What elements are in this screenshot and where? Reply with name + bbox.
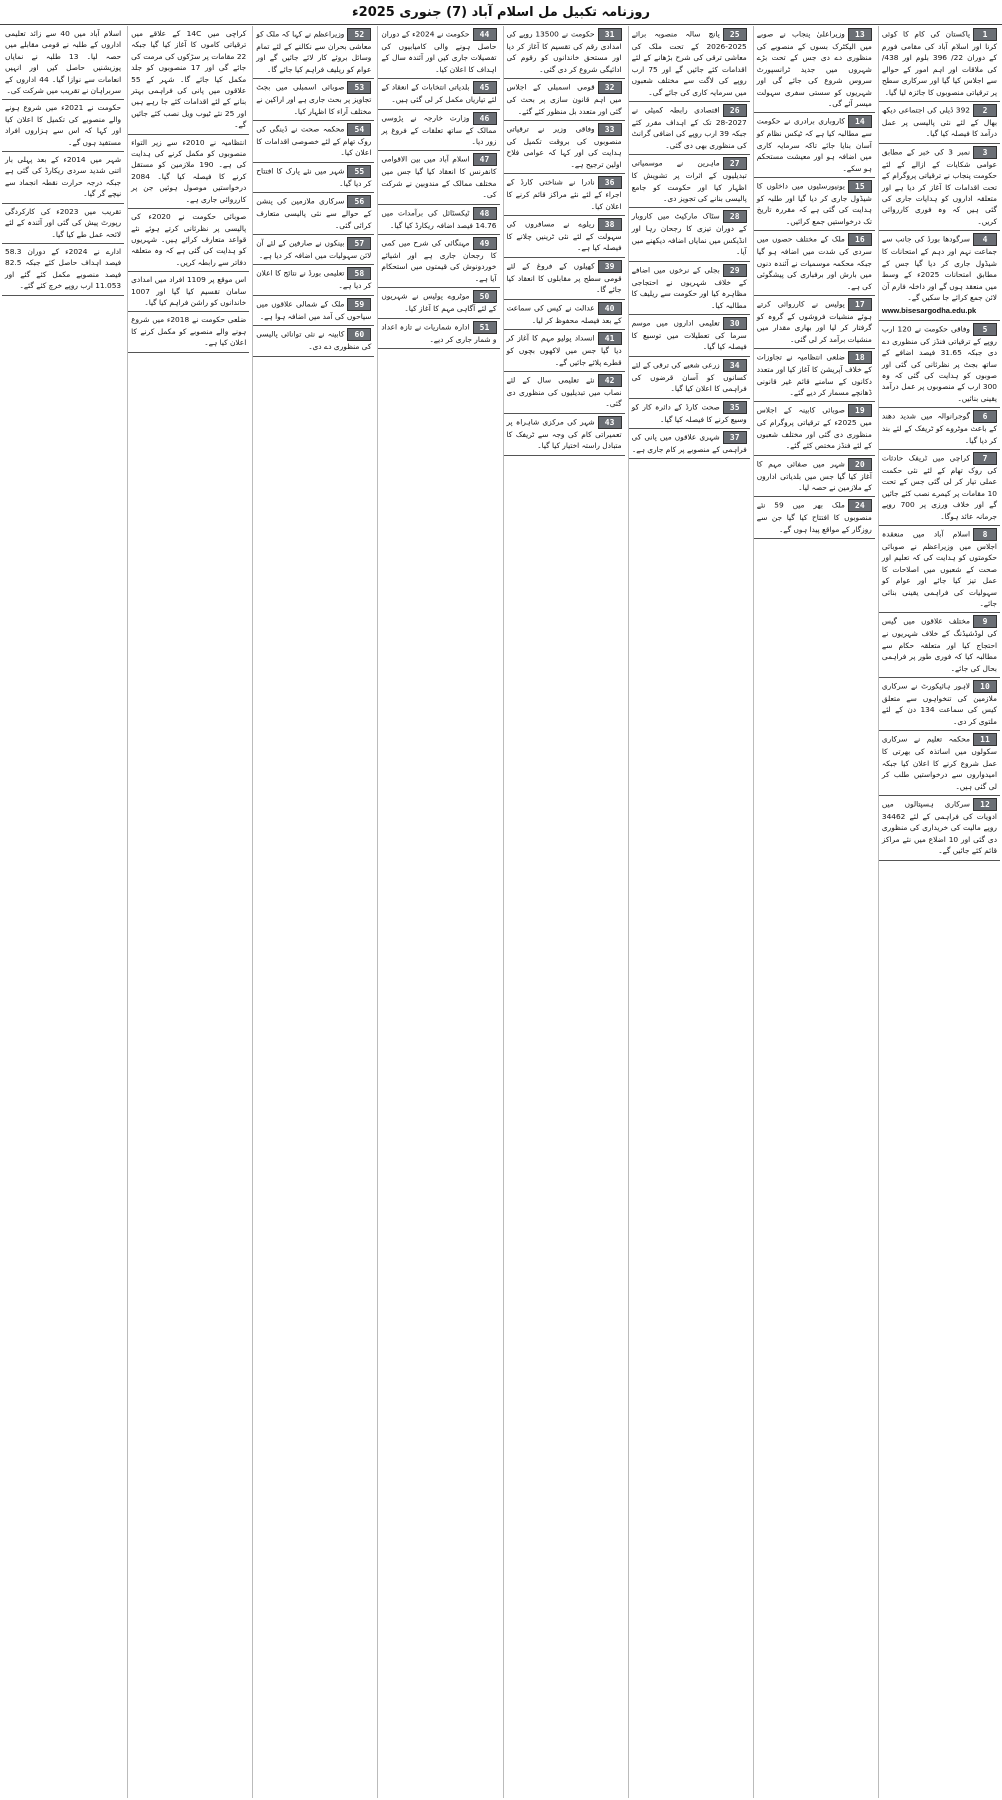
item-number-badge: 44 — [473, 28, 497, 41]
item-number-badge: 57 — [347, 237, 371, 250]
news-item — [378, 288, 499, 318]
item-text: وزیراعلیٰ پنجاب نے صوبے میں الیکٹرک بسوں کے منصوبے کی منظوری دے دی جس کے تحت بڑے شہروں میں جدید ٹرانسپورٹ سروس شروع کی جائے گی اور شہریوں کو سستی سفری سہولت میسر آئے گی۔ — [756, 29, 872, 109]
news-item — [879, 144, 1000, 231]
news-item — [2, 26, 124, 100]
news-item — [879, 613, 1000, 678]
item-text: اسلام آباد میں 40 سے زائد تعلیمی اداروں کے طلبہ نے قومی مقابلے میں حصہ لیا۔ 13 طلبہ نے نمایاں پوزیشنیں حاصل کیں اور انہیں انعامات سے نوازا گیا۔ 44 اداروں کے سربراہان نے تقریب میں شرکت کی۔ — [5, 29, 122, 96]
news-item — [253, 26, 374, 79]
item-number-badge: 30 — [723, 317, 747, 330]
item-text: شہر کی مرکزی شاہراہ پر تعمیراتی کام کی وجہ سے ٹریفک کا متبادل راستہ اختیار کیا گیا۔ — [506, 417, 622, 451]
news-item — [879, 526, 1000, 613]
news-item — [754, 113, 875, 178]
news-item — [754, 349, 875, 402]
item-text: وزیراعظم نے کہا کہ ملک کو معاشی بحران سے نکالنے کے لئے تمام وسائل بروئے کار لائے جائیں گے اور عوام کو ریلیف فراہم کیا جائے گا۔ — [256, 29, 372, 74]
item-text: محکمہ تعلیم نے سرکاری سکولوں میں اساتذہ کی بھرتی کا عمل شروع کرنے کا اعلان کیا جبکہ امیدواروں سے درخواستیں طلب کر لی گئی ہیں۔ — [881, 734, 997, 791]
item-number-badge: 6 — [973, 410, 997, 423]
item-text: نئے تعلیمی سال کے لئے نصاب میں تبدیلیوں کی منظوری دی گئی۔ — [506, 375, 622, 409]
item-text: یونیورسٹیوں میں داخلوں کا شیڈول جاری کر دیا گیا اور طلبہ کو ہدایت کی گئی ہے کہ مقررہ تاریخ تک درخواستیں جمع کرائیں۔ — [756, 181, 872, 226]
item-number-badge: 36 — [598, 176, 622, 189]
news-item — [629, 26, 750, 102]
item-number-badge: 29 — [723, 264, 747, 277]
item-number-badge: 39 — [598, 260, 622, 273]
news-item — [504, 300, 625, 330]
item-number-badge: 55 — [347, 165, 371, 178]
item-text: کھیلوں کے فروغ کے لئے قومی سطح پر مقابلوں کا انعقاد کیا جائے گا۔ — [506, 261, 622, 295]
item-text: حکومت نے 13500 روپے کی امدادی رقم کی تقسیم کا آغاز کر دیا اور مستحق خاندانوں کو رقوم کی ادائیگی شروع کر دی گئی۔ — [506, 29, 622, 74]
news-item — [879, 731, 1000, 796]
item-text: بلدیاتی انتخابات کے انعقاد کے لئے تیاریاں مکمل کر لی گئی ہیں۔ — [381, 82, 497, 105]
item-text: اس موقع پر 1109 افراد میں امدادی سامان تقسیم کیا گیا اور 1007 خاندانوں کو راشن فراہم کیا گیا۔ — [131, 275, 247, 307]
news-item — [2, 152, 124, 204]
news-item — [253, 296, 374, 326]
columns-container — [2, 26, 1000, 1798]
item-text: پانچ سالہ منصوبہ برائے 2025-2026 کے تحت ملک کی معاشی ترقی کی شرح بڑھانے کے لئے اقدامات کئے جائیں گے اور 75 ارب روپے کی لاگت سے مختلف شعبوں میں سرمایہ کاری کی جائے گی۔ — [631, 29, 747, 97]
item-number-badge: 50 — [473, 290, 497, 303]
item-number-badge: 31 — [598, 28, 622, 41]
item-text: شہر میں صفائی مہم کا آغاز کیا گیا جس میں بلدیاتی اداروں کے ملازمین نے حصہ لیا۔ — [756, 459, 872, 492]
item-text: اسلام آباد میں منعقدہ اجلاس میں وزیراعظم نے صوبائی حکومتوں کو ہدایت کی کہ تعلیم اور صحت کے شعبوں میں اصلاحات کا عمل تیز کیا جائے اور عوام کو سہولیات کی فراہمی یقینی بنائی جائے۔ — [881, 529, 997, 609]
item-text: ریلوے نے مسافروں کی سہولت کے لئے نئی ٹرینیں چلانے کا فیصلہ کیا ہے۔ — [506, 219, 622, 253]
item-text: صوبائی اسمبلی میں بجٹ تجاویز پر بحث جاری ہے اور اراکین نے مختلف آراء کا اظہار کیا۔ — [256, 82, 372, 116]
item-text: سرکاری ہسپتالوں میں ادویات کی فراہمی کے لئے 34462 روپے مالیت کی خریداری کی منظوری دی گئی اور 10 اضلاع میں نئے مراکز قائم کئے جائیں گے۔ — [881, 799, 997, 856]
item-text: ملک بھر میں 59 نئے منصوبوں کا افتتاح کیا گیا جن سے روزگار کے مواقع پیدا ہوں گے۔ — [756, 500, 872, 534]
item-text: اسلام آباد میں بین الاقوامی کانفرنس کا انعقاد کیا گیا جس میں مختلف ممالک کے مندوبین نے شرکت کی۔ — [381, 154, 497, 200]
item-number-badge: 17 — [848, 298, 872, 311]
item-number-badge: 10 — [973, 680, 997, 693]
item-text: کابینہ نے نئی توانائی پالیسی کی منظوری دے دی۔ — [256, 329, 372, 352]
item-number-badge: 43 — [598, 416, 622, 429]
item-text: نمبر 3 کی خبر کے مطابق عوامی شکایات کے ازالے کے لئے حکومت پنجاب نے ترقیاتی پروگرام کے تحت اقدامات کا آغاز کر دیا ہے اور متعلقہ اداروں کو ہدایات جاری کی گئی ہیں کہ وہ فوری کارروائی کریں۔ — [881, 147, 997, 226]
news-item — [253, 193, 374, 235]
masthead — [0, 0, 1002, 25]
item-text: تقریب میں 2023ء کی کارکردگی رپورٹ پیش کی گئی اور آئندہ کے لئے لائحہ عمل طے کیا گیا۔ — [5, 206, 122, 239]
news-item — [754, 456, 875, 498]
item-text: ٹیکسٹائل کی برآمدات میں 14.76 فیصد اضافہ ریکارڈ کیا گیا۔ — [381, 208, 497, 230]
news-item — [378, 205, 499, 235]
news-column — [2, 26, 124, 1798]
news-column — [503, 26, 625, 1798]
news-item — [378, 110, 499, 152]
item-text: کراچی میں 14C کے علاقے میں ترقیاتی کاموں کا آغاز کیا گیا جبکہ 22 مقامات پر سڑکوں کی مرمت کی جائے گی اور 17 منصوبوں کو جلد مکمل کیا جائے گا۔ شہر کے 55 علاقوں میں پانی کی فراہمی بہتر بنانے کے لئے اقدامات کئے جا رہے ہیں اور 25 نئے ٹیوب ویل نصب کئے جائیں گے۔ — [131, 29, 247, 130]
item-text: ادارے نے 2024ء کے دوران 58.3 فیصد اہداف حاصل کئے جبکہ 82.5 فیصد منصوبے مکمل کئے گئے اور 11.053 ارب روپے خرچ کئے گئے۔ — [5, 246, 122, 291]
item-number-badge: 33 — [598, 123, 622, 136]
news-column — [878, 26, 1000, 1798]
news-item — [629, 208, 750, 261]
news-item — [504, 26, 625, 79]
item-number-badge: 54 — [347, 123, 371, 136]
item-text: 392 ڈیلی کی اجتماعی دیکھ بھال کے لئے نئی پالیسی پر عمل درآمد کا فیصلہ کیا گیا۔ — [881, 105, 997, 139]
news-item — [378, 26, 499, 79]
news-item — [629, 399, 750, 429]
item-number-badge: 41 — [598, 332, 622, 345]
news-item — [504, 216, 625, 258]
item-number-badge: 20 — [848, 458, 872, 471]
item-text: محکمہ صحت نے ڈینگی کی روک تھام کے لئے خصوصی اقدامات کا اعلان کیا۔ — [256, 124, 372, 158]
item-text: شہر میں 2014ء کے بعد پہلی بار اتنی شدید سردی ریکارڈ کی گئی ہے جبکہ درجہ حرارت نقطہ انجماد سے نیچے گر گیا۔ — [5, 155, 122, 199]
item-number-badge: 2 — [973, 104, 997, 117]
news-column — [753, 26, 875, 1798]
item-number-badge: 7 — [973, 452, 997, 465]
news-item — [629, 155, 750, 208]
news-item — [2, 100, 124, 152]
item-number-badge: 51 — [473, 321, 497, 334]
news-item — [504, 330, 625, 372]
news-item — [253, 326, 374, 356]
item-number-badge: 58 — [347, 267, 371, 280]
news-item — [754, 26, 875, 113]
item-text: ضلعی انتظامیہ نے تجاوزات کے خلاف آپریشن کا آغاز کیا اور متعدد دکانوں کے سامنے قائم غیر قانونی ڈھانچے مسمار کر دیے گئے۔ — [756, 352, 872, 397]
item-text: نادرا نے شناختی کارڈ کے اجراء کے لئے نئے مراکز قائم کرنے کا اعلان کیا۔ — [506, 177, 622, 211]
news-item — [253, 265, 374, 295]
news-item — [629, 102, 750, 155]
news-item — [253, 121, 374, 163]
item-number-badge: 15 — [848, 180, 872, 193]
news-column — [127, 26, 249, 1798]
news-item — [879, 796, 1000, 861]
news-item — [504, 258, 625, 300]
item-number-badge: 32 — [598, 81, 622, 94]
item-text: بجلی کے نرخوں میں اضافے کے خلاف شہریوں نے احتجاجی مظاہرہ کیا اور حکومت سے ریلیف کا مطالبہ کیا۔ — [631, 265, 747, 310]
news-item — [504, 414, 625, 456]
news-item — [128, 312, 249, 352]
news-item — [2, 244, 124, 296]
news-column — [252, 26, 374, 1798]
news-item — [629, 262, 750, 315]
news-item — [504, 121, 625, 174]
item-text: تعلیمی اداروں میں موسم سرما کی تعطیلات میں توسیع کا فیصلہ کیا گیا۔ — [631, 318, 747, 352]
item-text: شہری علاقوں میں پانی کی فراہمی کے منصوبے پر کام جاری ہے۔ — [631, 432, 747, 454]
news-item — [879, 26, 1000, 102]
news-item — [253, 79, 374, 121]
news-item — [378, 235, 499, 288]
news-item — [128, 26, 249, 135]
news-item — [504, 174, 625, 216]
item-number-badge: 4 — [973, 233, 997, 246]
news-item — [754, 296, 875, 349]
item-text: حکومت نے 2021ء میں شروع ہونے والے منصوبے کی تکمیل کا اعلان کیا اور کہا کہ اس سے ہزاروں افراد مستفید ہوں گے۔ — [5, 103, 122, 147]
item-text: انتظامیہ نے 2010ء سے زیر التواء منصوبوں کو مکمل کرنے کی ہدایت کی ہے۔ 190 ملازمین کو مستقل کرنے کا فیصلہ کیا گیا۔ 2084 درخواستیں موصول ہوئیں جن پر کارروائی جاری ہے۔ — [131, 137, 247, 204]
news-item — [504, 372, 625, 414]
news-item — [754, 497, 875, 539]
item-text: مختلف علاقوں میں گیس کی لوڈشیڈنگ کے خلاف شہریوں نے احتجاج کیا اور متعلقہ حکام سے مطالبہ کیا کہ فوری طور پر فراہمی بحال کی جائے۔ — [881, 616, 997, 673]
item-number-badge: 11 — [973, 733, 997, 746]
item-text: زرعی شعبے کی ترقی کے لئے کسانوں کو آسان قرضوں کی فراہمی کا اعلان کیا گیا۔ — [631, 360, 747, 394]
news-item — [754, 231, 875, 296]
item-text: پاکستان کی کام کا کوئی کرنا اور اسلام آباد کی مقامی فورم کے دوران 22/ 396 بلوم اور 438/ کی ملاقات اور اہم امور کے حوالے سے اجلاس کیا گیا اور سرکاری سطح پر ترقیاتی منصوبوں کا جائزہ لیا گیا۔ — [881, 29, 998, 97]
news-item — [879, 450, 1000, 526]
item-text: کراچی میں ٹریفک حادثات کی روک تھام کے لئے نئی حکمت عملی تیار کر لی گئی جس کے تحت 10 مقامات پر کیمرے نصب کئے جائیں گے اور خلاف ورزی پر 700 روپے جرمانہ عائد ہوگا۔ — [881, 453, 998, 521]
item-number-badge: 48 — [473, 207, 497, 220]
news-item — [629, 315, 750, 357]
item-number-badge: 26 — [723, 104, 747, 117]
item-number-badge: 34 — [723, 359, 747, 372]
item-text: انسداد پولیو مہم کا آغاز کر دیا گیا جس میں لاکھوں بچوں کو قطرے پلائے جائیں گے۔ — [506, 333, 622, 367]
news-item — [253, 235, 374, 265]
item-text: قومی اسمبلی کے اجلاس میں اہم قانون سازی پر بحث کی گئی اور متعدد بل منظور کئے گئے۔ — [506, 82, 622, 116]
item-number-badge: 60 — [347, 328, 371, 341]
item-number-badge: 47 — [473, 153, 497, 166]
item-number-badge: 19 — [848, 404, 872, 417]
website-url: www.bisesargodha.edu.pk — [881, 306, 977, 316]
item-number-badge: 12 — [973, 798, 997, 811]
news-item — [253, 163, 374, 193]
item-number-badge: 1 — [973, 28, 997, 41]
item-text: سٹاک مارکیٹ میں کاروبار کے دوران تیزی کا رجحان رہا اور انڈیکس میں نمایاں اضافہ دیکھنے میں آیا۔ — [631, 211, 747, 257]
item-text: ادارہ شماریات نے تازہ اعداد و شمار جاری کر دیے۔ — [381, 322, 497, 344]
item-text: حکومت نے 2024ء کے دوران حاصل ہونے والی کامیابیوں کی تفصیلات جاری کیں اور آئندہ سال کے اہداف کا اعلان کیا۔ — [381, 29, 497, 74]
news-item — [879, 102, 1000, 144]
item-number-badge: 8 — [973, 528, 997, 541]
news-item — [128, 209, 249, 272]
item-number-badge: 25 — [723, 28, 747, 41]
item-number-badge: 27 — [723, 157, 747, 170]
item-text: سرگودھا بورڈ کی جانب سے جماعت نہم اور دہم کے امتحانات کا شیڈول جاری کر دیا گیا جس کے مطابق امتحانات 2025ء کے وسط میں منعقد ہوں گے اور داخلہ فارم آن لائن جمع کرائے جا سکیں گے۔ — [881, 234, 997, 302]
item-number-badge: 53 — [347, 81, 371, 94]
news-item — [378, 79, 499, 109]
item-number-badge: 28 — [723, 210, 747, 223]
item-text: صوبائی حکومت نے 2020ء کی پالیسی پر نظرثانی کرتے ہوئے نئے قواعد متعارف کرائے ہیں۔ شہریوں کو ہدایت کی گئی ہے کہ وہ متعلقہ دفاتر سے رابطہ کریں۔ — [131, 212, 247, 267]
item-number-badge: 49 — [473, 237, 497, 250]
item-text: موٹروے پولیس نے شہریوں کے لئے آگاہی مہم کا آغاز کیا۔ — [381, 291, 497, 314]
item-text: بینکوں نے صارفین کے لئے آن لائن سہولیات میں اضافہ کر دیا ہے۔ — [256, 238, 372, 261]
item-number-badge: 3 — [973, 146, 997, 159]
item-text: وزارت خارجہ نے پڑوسی ممالک کے ساتھ تعلقات کے فروغ پر زور دیا۔ — [381, 113, 497, 147]
item-number-badge: 14 — [848, 115, 872, 128]
item-text: اقتصادی رابطہ کمیٹی نے 2027-28 تک کے اہداف مقرر کئے جبکہ 39 ارب روپے کی اضافی گرانٹ کی منظوری بھی دی گئی۔ — [631, 105, 747, 150]
news-item — [879, 408, 1000, 450]
item-text: شہر میں نئے پارک کا افتتاح کر دیا گیا۔ — [256, 166, 372, 188]
news-item — [879, 231, 1000, 320]
item-text: تعلیمی بورڈ نے نتائج کا اعلان کر دیا ہے۔ — [256, 268, 372, 291]
item-text: ماہرین نے موسمیاتی تبدیلیوں کے اثرات پر تشویش کا اظہار کیا اور حکومت کو جامع پالیسی بنانے کی تجویز دی۔ — [631, 158, 747, 204]
item-text: ضلعی حکومت نے 2018ء میں شروع ہونے والے منصوبے کو مکمل کرنے کا اعلان کیا ہے۔ — [131, 315, 247, 348]
item-text: ملک کے مختلف حصوں میں سردی کی شدت میں اضافہ ہو گیا جبکہ محکمہ موسمیات نے آئندہ دنوں میں بارش اور برفباری کی پیشگوئی کی ہے۔ — [756, 234, 872, 291]
item-text: وفاقی وزیر نے ترقیاتی منصوبوں کی بروقت تکمیل کی ہدایت کی اور کہا کہ عوامی فلاح اولین ترجیح ہے۔ — [506, 124, 622, 169]
news-item — [128, 135, 249, 209]
item-number-badge: 35 — [723, 401, 747, 414]
news-column — [628, 26, 750, 1798]
item-number-badge: 37 — [723, 431, 747, 444]
item-text: صحت کارڈ کے دائرہ کار کو وسیع کرنے کا فیصلہ کیا گیا۔ — [631, 402, 747, 424]
news-column — [377, 26, 499, 1798]
item-text: پولیس نے کارروائی کرتے ہوئے منشیات فروشوں کے گروہ کو گرفتار کر لیا اور بھاری مقدار میں منشیات برآمد کر لی گئی۔ — [756, 299, 872, 344]
item-number-badge: 46 — [473, 112, 497, 125]
page-title: روزنامہ تکبیل مل اسلام آباد (7) جنوری 2025ء — [352, 4, 650, 20]
item-text: وفاقی حکومت نے 120 ارب روپے کے ترقیاتی فنڈز کی منظوری دے دی جبکہ 31.65 فیصد اضافے کے ساتھ بجٹ پر نظرثانی کی گئی اور صوبوں کو ہدایت کی گئی کہ وہ 300 ارب کے منصوبوں پر عمل درآمد یقینی بنائیں۔ — [881, 324, 997, 403]
news-item — [879, 678, 1000, 731]
news-item — [378, 151, 499, 204]
item-number-badge: 42 — [598, 374, 622, 387]
news-item — [128, 272, 249, 312]
item-number-badge: 59 — [347, 298, 371, 311]
news-item — [754, 178, 875, 231]
item-text: صوبائی کابینہ کے اجلاس میں 2025ء کے ترقیاتی پروگرام کی منظوری دی گئی اور مختلف شعبوں کے لئے فنڈز مختص کئے گئے۔ — [756, 405, 872, 451]
news-item — [629, 429, 750, 459]
news-item — [754, 402, 875, 455]
news-item — [378, 319, 499, 349]
item-text: سرکاری ملازمین کی پنشن کے حوالے سے نئی پالیسی متعارف کرائی گئی۔ — [256, 196, 372, 230]
news-item — [504, 79, 625, 121]
item-number-badge: 24 — [848, 499, 872, 512]
item-number-badge: 13 — [848, 28, 872, 41]
item-number-badge: 5 — [973, 323, 997, 336]
item-number-badge: 18 — [848, 351, 872, 364]
item-text: گوجرانوالہ میں شدید دھند کے باعث موٹروے کو ٹریفک کے لئے بند کر دیا گیا۔ — [881, 411, 997, 445]
item-number-badge: 52 — [347, 28, 371, 41]
item-number-badge: 40 — [598, 302, 622, 315]
item-text: لاہور ہائیکورٹ نے سرکاری ملازمین کی تنخواہوں سے متعلق کیس کی سماعت 134 دن کے لئے ملتوی کر دی۔ — [881, 681, 997, 726]
item-number-badge: 9 — [973, 615, 997, 628]
news-item — [629, 357, 750, 399]
item-text: ملک کے شمالی علاقوں میں سیاحوں کی آمد میں اضافہ ہوا ہے۔ — [256, 299, 372, 321]
item-text: عدالت نے کیس کی سماعت کے بعد فیصلہ محفوظ کر لیا۔ — [506, 303, 622, 325]
item-number-badge: 56 — [347, 195, 371, 208]
news-item — [879, 321, 1000, 408]
item-text: کاروباری برادری نے حکومت سے مطالبہ کیا ہے کہ ٹیکس نظام کو آسان بنایا جائے تاکہ سرمایہ کاری میں اضافہ ہو اور معیشت مستحکم ہو سکے۔ — [756, 116, 872, 173]
news-item — [2, 204, 124, 244]
item-number-badge: 45 — [473, 81, 497, 94]
item-number-badge: 38 — [598, 218, 622, 231]
item-number-badge: 16 — [848, 233, 872, 246]
item-text: مہنگائی کی شرح میں کمی کا رجحان جاری ہے اور اشیائے خوردونوش کی قیمتوں میں استحکام آیا ہے۔ — [381, 238, 497, 283]
